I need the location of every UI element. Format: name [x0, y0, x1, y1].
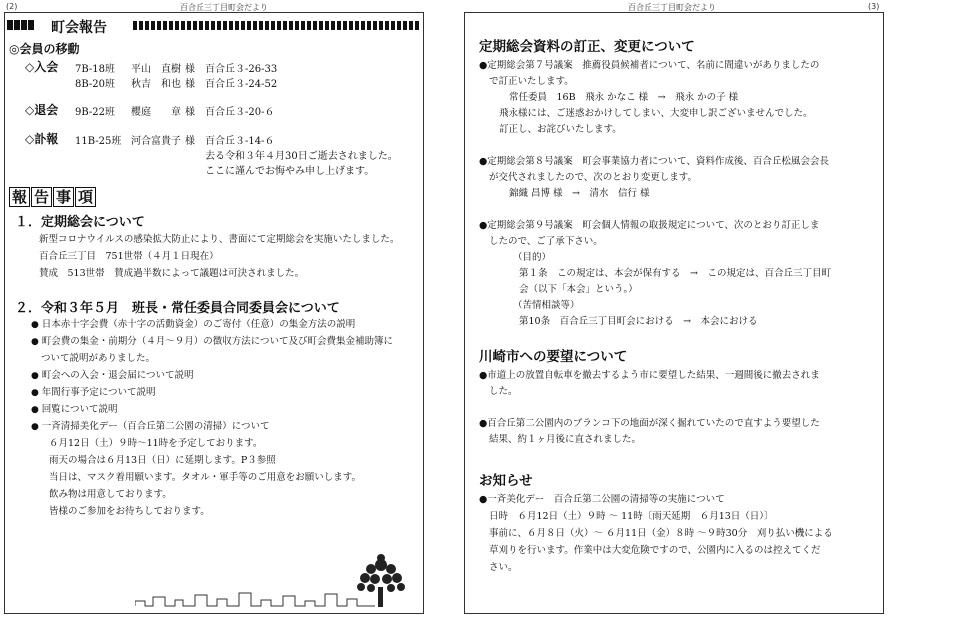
section2-bullet [31, 333, 393, 347]
title-stripe-decoration [133, 21, 419, 30]
right-page-number: (3) [868, 2, 880, 11]
obituary-note-line: ここに謹んでお悔やみ申し上げます。 [205, 166, 375, 177]
leave-row-name: 櫻庭 章 [131, 107, 181, 118]
bullet-icon: ● [31, 405, 42, 415]
bullet-icon: ● [31, 371, 42, 381]
correction-p1-line: 常任委員 16B 飛永 かなこ 様 → 飛永 かの子 様 [509, 92, 739, 103]
left-page-number: (2) [6, 2, 18, 11]
square-icon [28, 20, 34, 30]
cleanup-line: 雨天の場合は６月13日（日）に延期します。P３参照 [49, 455, 276, 466]
section2-bullet [31, 367, 194, 381]
correction-p3-line: 会（以下「本会」という。） [519, 284, 638, 295]
section2-bullet-text: 町会への入会・退会届について説明 [41, 370, 194, 381]
leave-row-address: 百合丘３-20-６ [205, 107, 275, 118]
kawasaki-p2-line: ●百合丘第二公園内のブランコ下の地面が深く掘れていたので直すよう要望した [479, 418, 820, 429]
bullet-icon: ● [31, 388, 42, 398]
join-row-suffix: 様 [185, 64, 195, 75]
join-row-suffix: 様 [185, 79, 195, 90]
join-label: ◇入会 [25, 60, 59, 74]
section1-title: １．定期総会について [15, 215, 145, 230]
notice-line: 草刈りを行います。作業中は大変危険ですので、公園内に入るのは控えてくだ [489, 545, 821, 556]
square-icon [21, 20, 27, 30]
section2-title: ２．令和３年５月 班長・常任委員合同委員会について [15, 301, 340, 316]
join-row-group: 8B-20班 [75, 79, 115, 90]
section2-bullet-text: 町会費の集金・前期分（４月～９月）の徴収方法について及び町会費集金補助簿に [41, 336, 394, 347]
obituary-group: 11B-25班 [75, 136, 122, 147]
cleanup-line: 飲み物は用意しております。 [49, 489, 172, 500]
right-page [464, 12, 884, 614]
tree-icon [349, 553, 413, 609]
town-report-title-bar [7, 17, 419, 36]
bullet-icon: ● [31, 320, 42, 330]
section1-line: 新型コロナウイルスの感染拡大防止により、書面にて定期総会を実施いたしました。 [39, 234, 400, 245]
section2-bullet [31, 316, 355, 330]
correction-p3-line: 第１条 この規定は、本会が保有する → この規定は、百合丘三丁目町 [519, 268, 831, 279]
section2-bullet-text: 回覧について説明 [41, 404, 118, 415]
leave-label: ◇退会 [25, 103, 59, 117]
obituary-suffix: 様 [185, 136, 195, 147]
correction-title: 定期総会資料の訂正、変更について [479, 39, 695, 55]
correction-p3-line: ●定期総会第９号議案 町会個人情報の取扱規定について、次のとおり訂正しま [479, 220, 820, 231]
section1-line: 賛成 513世帯 賛成過半数によって議題は可決されました。 [39, 268, 305, 279]
kawasaki-p1-line: した。 [489, 386, 518, 397]
report-heading-char: 事 [53, 187, 74, 207]
section2-bullet [31, 384, 156, 398]
obituary-address: 百合丘３-14-６ [205, 136, 275, 147]
notice-line: ●一斉美化デー 百合丘第二公園の清掃等の実施について [479, 494, 725, 505]
obituary-label: ◇訃報 [25, 132, 59, 146]
right-page-header: 百合丘三丁目町会だより [628, 3, 716, 12]
leave-row-suffix: 様 [185, 107, 195, 118]
left-page [4, 12, 424, 614]
membership-heading: ◎会員の移動 [9, 42, 80, 56]
notice-line: 日時 ６月12日（土）９時 ～ 11時〔雨天延期 ６月13日（日）〕 [489, 511, 774, 522]
join-row-name: 秋吉 和也 [131, 79, 181, 90]
report-heading-char: 告 [31, 187, 52, 207]
kawasaki-p2-line: 結果、約１ヶ月後に直されました。 [489, 434, 642, 445]
join-row-group: 7B-18班 [75, 64, 115, 75]
correction-p3-line: （目的） [513, 252, 552, 263]
correction-p1-line: 飛永様には、ご迷惑おかけしてしまい、大変申し訳ございませんでした。 [499, 108, 813, 119]
report-heading-char: 項 [75, 187, 96, 207]
notice-line: さい。 [489, 562, 518, 573]
left-page-header: 百合丘三丁目町会だより [180, 3, 268, 12]
section2-bullet-continuation: ついて説明がありました。 [41, 353, 156, 364]
report-heading-char: 報 [9, 187, 30, 207]
cleanup-line: ６月12日（土）９時～11時を予定しております。 [49, 438, 263, 449]
cleanup-line: 皆様のご参加をお待ちしております。 [49, 506, 210, 517]
join-row-name: 平山 直樹 [131, 64, 181, 75]
correction-p3-line: 第10条 百合丘三丁目町会における → 本会における [519, 316, 758, 327]
notice-line: 事前に、６月８日（火）～ ６月11日（金）８時 ～９時30分 刈り払い機による [489, 528, 833, 539]
kawasaki-p1-line: ●市道上の放置自転車を撤去するよう市に要望した結果、一週間後に撤去されま [479, 370, 820, 381]
city-skyline-decoration [135, 591, 375, 607]
square-icon [14, 20, 20, 30]
cleanup-line: 当日は、マスク着用願います。タオル・軍手等のご用意をお願いします。 [49, 472, 361, 483]
correction-p2-line: が交代されましたので、次のとおり変更します。 [489, 172, 698, 183]
obituary-note-line: 去る令和３年４月30日ご逝去されました。 [205, 151, 398, 162]
notice-title: お知らせ [479, 473, 533, 489]
section2-bullet-text: 一斉清掃美化デー（百合丘第二公園の清掃）について [41, 421, 270, 432]
section2-bullet [31, 418, 270, 432]
square-icon [7, 20, 13, 30]
section2-bullet-text: 年間行事予定について説明 [41, 387, 156, 398]
correction-p1-line: ●定期総会第７号議案 推薦役員候補者について、名前に間違いがありましたの [479, 60, 820, 71]
kawasaki-request-title: 川崎市への要望について [479, 349, 628, 365]
join-row-address: 百合丘３-24-52 [205, 79, 278, 90]
obituary-name: 河合富貴子 [131, 136, 181, 147]
town-report-title: 町会報告 [47, 17, 111, 37]
section2-bullet-text: 日本赤十字会費（赤十字の活動資金）のご寄付（任意）の集金方法の説明 [41, 319, 356, 330]
bullet-icon: ● [31, 337, 42, 347]
section2-bullet [31, 401, 118, 415]
bullet-icon: ● [31, 422, 42, 432]
join-row-address: 百合丘３-26-33 [205, 64, 278, 75]
correction-p2-line: 錦織 昌博 様 → 清水 信行 様 [509, 188, 650, 199]
report-heading [9, 187, 97, 207]
correction-p2-line: ●定期総会第８号議案 町会事業協力者について、資料作成後、百合丘松風会会長 [479, 156, 829, 167]
correction-p1-line: で訂正いたします。 [489, 76, 574, 87]
section1-line: 百合丘三丁目 751世帯（４月１日現在） [39, 251, 219, 262]
correction-p3-line: （苦情相談等） [513, 300, 580, 311]
correction-p3-line: したので、ご了承下さい。 [489, 236, 603, 247]
correction-p1-line: 訂正し、お詫びいたします。 [499, 124, 622, 135]
leave-row-group: 9B-22班 [75, 107, 115, 118]
